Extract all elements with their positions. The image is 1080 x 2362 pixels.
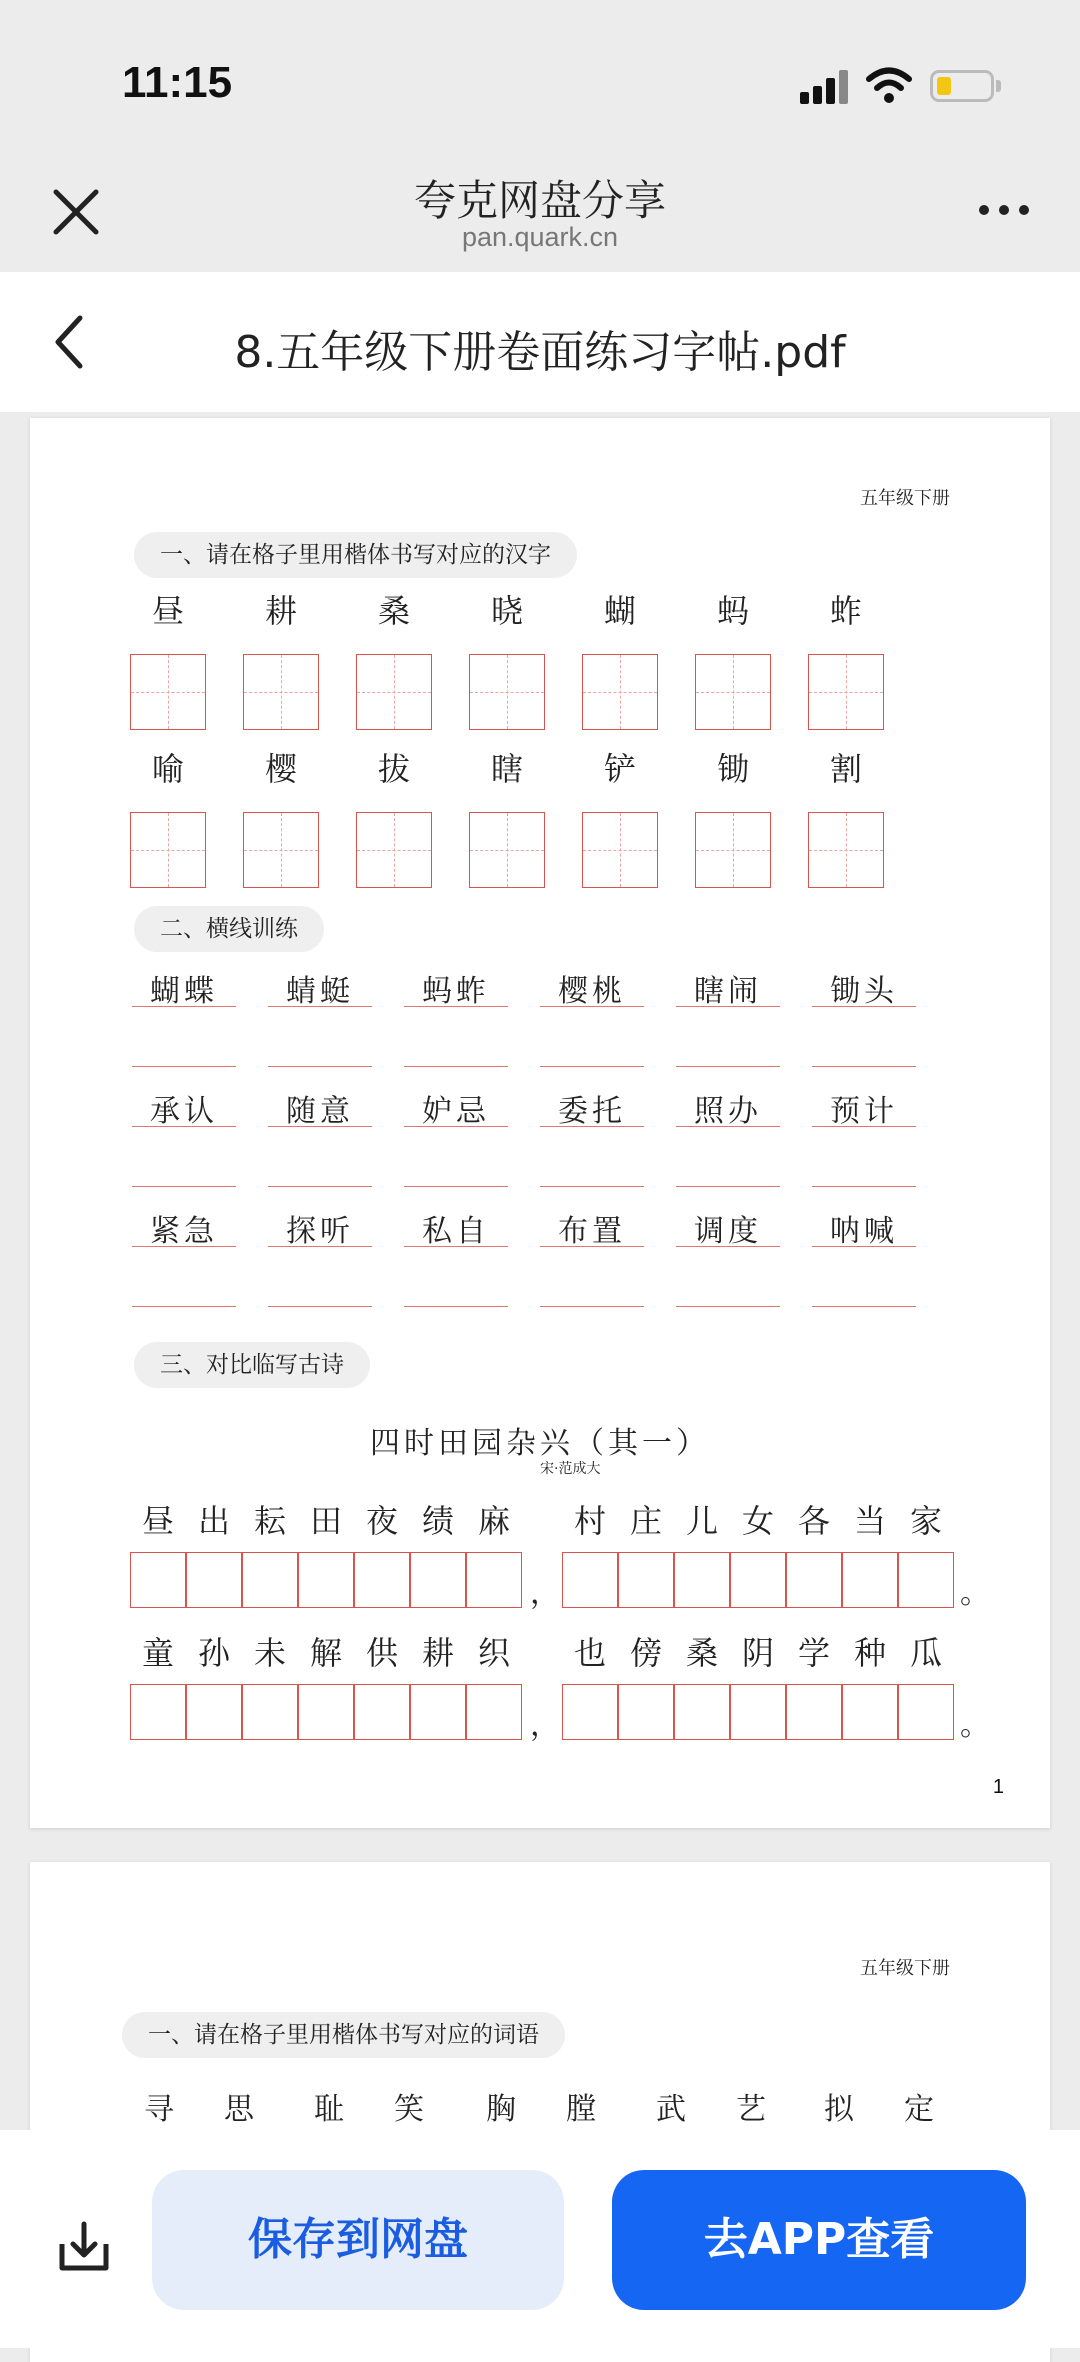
poem-char: 种 <box>853 1634 886 1672</box>
poem-writing-cell[interactable] <box>842 1684 898 1740</box>
word-label: 蜻蜓 <box>286 974 354 1009</box>
guide-line <box>132 1126 236 1127</box>
page-number: 1 <box>992 1776 1004 1798</box>
writing-line[interactable] <box>676 1066 780 1067</box>
poem-writing-cell[interactable] <box>674 1684 730 1740</box>
poem-char: 麻 <box>477 1502 510 1540</box>
poem-char: 孙 <box>197 1634 230 1672</box>
word-label: 调度 <box>694 1214 762 1249</box>
char-label: 蚱 <box>829 592 862 630</box>
poem-char: 童 <box>141 1634 174 1672</box>
guide-line <box>676 1246 780 1247</box>
writing-grid[interactable] <box>808 812 884 888</box>
download-icon[interactable] <box>54 2216 114 2276</box>
char-label: 蝴 <box>603 592 636 630</box>
writing-grid[interactable] <box>243 654 319 730</box>
writing-grid[interactable] <box>469 812 545 888</box>
poem-char: 耕 <box>421 1634 454 1672</box>
char-label: 喻 <box>151 750 184 788</box>
guide-line <box>812 1006 916 1007</box>
writing-line[interactable] <box>132 1186 236 1187</box>
poem-writing-cell[interactable] <box>354 1552 410 1608</box>
guide-line <box>404 1126 508 1127</box>
word-char: 寻 <box>144 2092 174 2127</box>
poem-writing-cell[interactable] <box>354 1684 410 1740</box>
poem-char: 傍 <box>629 1634 662 1672</box>
writing-grid[interactable] <box>695 654 771 730</box>
char-label: 晓 <box>490 592 523 630</box>
poem-writing-cell[interactable] <box>730 1684 786 1740</box>
battery-tip <box>996 80 1001 92</box>
word-char: 思 <box>224 2092 254 2127</box>
poem-writing-cell[interactable] <box>618 1552 674 1608</box>
char-label: 昼 <box>151 592 184 630</box>
word-label: 蝴蝶 <box>150 974 218 1009</box>
writing-line[interactable] <box>540 1186 644 1187</box>
writing-line[interactable] <box>676 1306 780 1307</box>
writing-line[interactable] <box>540 1066 644 1067</box>
poem-char: 也 <box>573 1634 606 1672</box>
guide-line <box>812 1246 916 1247</box>
battery-icon <box>930 70 994 102</box>
writing-line[interactable] <box>540 1306 644 1307</box>
poem-writing-cell[interactable] <box>898 1552 954 1608</box>
poem-char: 家 <box>909 1502 942 1540</box>
poem-writing-cell[interactable] <box>130 1684 186 1740</box>
word-char: 武 <box>656 2092 686 2127</box>
writing-grid[interactable] <box>582 812 658 888</box>
poem-writing-cell[interactable] <box>786 1552 842 1608</box>
poem-writing-cell[interactable] <box>298 1552 354 1608</box>
guide-line <box>540 1006 644 1007</box>
char-label: 蚂 <box>716 592 749 630</box>
writing-line[interactable] <box>812 1186 916 1187</box>
poem-writing-cell[interactable] <box>186 1684 242 1740</box>
writing-line[interactable] <box>404 1066 508 1067</box>
section-heading: 一、请在格子里用楷体书写对应的词语 <box>122 2012 565 2058</box>
word-char: 拟 <box>824 2092 854 2127</box>
word-label: 承认 <box>150 1094 218 1129</box>
writing-line[interactable] <box>132 1306 236 1307</box>
word-char: 胸 <box>486 2092 516 2127</box>
poem-title: 四时田园杂兴（其一） <box>370 1426 710 1461</box>
word-label: 委托 <box>558 1094 626 1129</box>
word-char: 耻 <box>314 2092 344 2127</box>
poem-char: 昼 <box>141 1502 174 1540</box>
section-heading: 二、横线训练 <box>134 906 324 952</box>
period-mark: 。 <box>960 1576 990 1611</box>
section-heading: 三、对比临写古诗 <box>134 1342 370 1388</box>
poem-writing-cell[interactable] <box>242 1552 298 1608</box>
word-label: 呐喊 <box>830 1214 898 1249</box>
writing-grid[interactable] <box>808 654 884 730</box>
pdf-page-1[interactable] <box>30 418 1050 1828</box>
writing-grid[interactable] <box>130 654 206 730</box>
poem-writing-cell[interactable] <box>466 1684 522 1740</box>
writing-grid[interactable] <box>469 654 545 730</box>
writing-line[interactable] <box>268 1186 372 1187</box>
more-icon[interactable] <box>976 200 1032 220</box>
file-title: 8.五年级下册卷面练习字帖.pdf <box>234 327 846 378</box>
poem-char: 田 <box>309 1502 342 1540</box>
poem-char: 各 <box>797 1502 830 1540</box>
poem-char: 村 <box>573 1502 606 1540</box>
writing-grid[interactable] <box>695 812 771 888</box>
guide-line <box>268 1246 372 1247</box>
poem-char: 阴 <box>741 1634 774 1672</box>
poem-writing-cell[interactable] <box>562 1684 618 1740</box>
signal-icon <box>800 70 850 104</box>
guide-line <box>132 1246 236 1247</box>
char-label: 铲 <box>603 750 636 788</box>
wifi-icon <box>866 66 912 104</box>
page-grade-label: 五年级下册 <box>860 488 950 509</box>
writing-grid[interactable] <box>356 812 432 888</box>
word-label: 蚂蚱 <box>422 974 490 1009</box>
word-char: 笑 <box>394 2092 424 2127</box>
poem-char: 夜 <box>365 1502 398 1540</box>
guide-line <box>404 1246 508 1247</box>
word-label: 妒忌 <box>422 1094 490 1129</box>
writing-grid[interactable] <box>243 812 319 888</box>
header-title: 夸克网盘分享 <box>413 176 666 225</box>
guide-line <box>540 1246 644 1247</box>
poem-writing-cell[interactable] <box>842 1552 898 1608</box>
comma-mark: ， <box>530 1708 560 1743</box>
word-label: 随意 <box>286 1094 354 1129</box>
poem-writing-cell[interactable] <box>674 1552 730 1608</box>
poem-writing-cell[interactable] <box>562 1552 618 1608</box>
char-label: 瞎 <box>490 750 523 788</box>
word-label: 探听 <box>286 1214 354 1249</box>
poem-char: 出 <box>197 1502 230 1540</box>
poem-char: 供 <box>365 1634 398 1672</box>
word-char: 定 <box>904 2092 934 2127</box>
word-label: 锄头 <box>830 974 898 1009</box>
page-grade-label: 五年级下册 <box>860 1958 950 1979</box>
char-label: 拔 <box>377 750 410 788</box>
writing-line[interactable] <box>268 1306 372 1307</box>
period-mark: 。 <box>960 1708 990 1743</box>
poem-char: 瓜 <box>909 1634 942 1672</box>
poem-char: 当 <box>853 1502 886 1540</box>
word-label: 瞎闹 <box>694 974 762 1009</box>
poem-char: 桑 <box>685 1634 718 1672</box>
poem-char: 庄 <box>629 1502 662 1540</box>
poem-char: 儿 <box>685 1502 718 1540</box>
writing-line[interactable] <box>132 1066 236 1067</box>
guide-line <box>540 1126 644 1127</box>
poem-writing-cell[interactable] <box>466 1552 522 1608</box>
guide-line <box>268 1006 372 1007</box>
poem-writing-cell[interactable] <box>298 1684 354 1740</box>
guide-line <box>676 1126 780 1127</box>
poem-writing-cell[interactable] <box>186 1552 242 1608</box>
guide-line <box>132 1006 236 1007</box>
poem-writing-cell[interactable] <box>730 1552 786 1608</box>
word-label: 私自 <box>422 1214 490 1249</box>
poem-char: 织 <box>477 1634 510 1672</box>
writing-line[interactable] <box>268 1066 372 1067</box>
poem-char: 耘 <box>253 1502 286 1540</box>
poem-char: 绩 <box>421 1502 454 1540</box>
guide-line <box>812 1126 916 1127</box>
poem-writing-cell[interactable] <box>786 1684 842 1740</box>
word-label: 照办 <box>694 1094 762 1129</box>
poem-writing-cell[interactable] <box>410 1684 466 1740</box>
char-label: 耕 <box>264 592 297 630</box>
header-subtitle: pan.quark.cn <box>461 222 619 252</box>
guide-line <box>404 1006 508 1007</box>
writing-line[interactable] <box>812 1306 916 1307</box>
writing-line[interactable] <box>404 1186 508 1187</box>
word-char: 膛 <box>566 2092 596 2127</box>
poem-char: 解 <box>309 1634 342 1672</box>
word-label: 预计 <box>830 1094 898 1129</box>
comma-mark: ， <box>530 1576 560 1611</box>
poem-writing-cell[interactable] <box>130 1552 186 1608</box>
poem-char: 女 <box>741 1502 774 1540</box>
poem-author: 宋·范成大 <box>540 1461 601 1477</box>
word-label: 樱桃 <box>558 974 626 1009</box>
word-label: 布置 <box>558 1214 626 1249</box>
poem-writing-cell[interactable] <box>898 1684 954 1740</box>
open-in-app-button[interactable]: 去APP查看 <box>612 2170 1026 2310</box>
char-label: 桑 <box>377 592 410 630</box>
poem-writing-cell[interactable] <box>618 1684 674 1740</box>
char-label: 割 <box>829 750 862 788</box>
char-label: 樱 <box>264 750 297 788</box>
writing-line[interactable] <box>812 1066 916 1067</box>
poem-char: 未 <box>253 1634 286 1672</box>
word-label: 紧急 <box>150 1214 218 1249</box>
writing-grid[interactable] <box>582 654 658 730</box>
save-to-drive-button[interactable]: 保存到网盘 <box>152 2170 564 2310</box>
poem-writing-cell[interactable] <box>242 1684 298 1740</box>
guide-line <box>676 1006 780 1007</box>
guide-line <box>268 1126 372 1127</box>
writing-grid[interactable] <box>356 654 432 730</box>
writing-grid[interactable] <box>130 812 206 888</box>
poem-writing-cell[interactable] <box>410 1552 466 1608</box>
section-heading: 一、请在格子里用楷体书写对应的汉字 <box>134 532 577 578</box>
word-char: 艺 <box>736 2092 766 2127</box>
status-time: 11:15 <box>122 58 233 107</box>
writing-line[interactable] <box>676 1186 780 1187</box>
writing-line[interactable] <box>404 1306 508 1307</box>
char-label: 锄 <box>716 750 749 788</box>
poem-char: 学 <box>797 1634 830 1672</box>
